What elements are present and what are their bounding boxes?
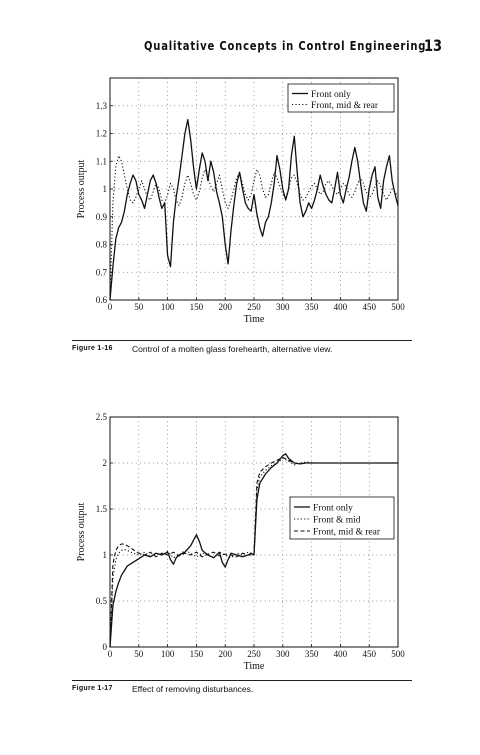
page-number: 13 bbox=[424, 38, 443, 56]
series-line-1 bbox=[110, 454, 398, 647]
x-tick-label: 50 bbox=[134, 302, 144, 312]
x-tick-label: 350 bbox=[304, 302, 319, 312]
legend-entry-3: Front, mid & rear bbox=[313, 527, 381, 538]
legend-entry-1: Front only bbox=[311, 90, 351, 100]
y-tick-label: 1.5 bbox=[95, 504, 107, 514]
x-tick-label: 450 bbox=[362, 302, 376, 312]
caption-rule bbox=[72, 680, 412, 681]
x-tick-label: 50 bbox=[134, 649, 144, 659]
y-tick-label: 1.1 bbox=[95, 156, 107, 167]
x-tick-label: 300 bbox=[276, 649, 290, 659]
legend-entry-2: Front, mid & rear bbox=[311, 101, 379, 111]
x-tick-label: 200 bbox=[218, 302, 232, 312]
figure-1-17 bbox=[0, 405, 480, 705]
x-tick-label: 250 bbox=[247, 649, 261, 659]
y-tick-label: 0.9 bbox=[95, 211, 107, 222]
x-tick-label: 150 bbox=[189, 649, 204, 659]
caption-label: Figure 1-16 bbox=[72, 345, 113, 352]
running-title: Qualitative Concepts in Control Engineering bbox=[144, 40, 427, 54]
caption-text: Effect of removing disturbances. bbox=[132, 684, 254, 694]
x-tick-label: 0 bbox=[107, 649, 113, 659]
chart-1-17 bbox=[0, 405, 480, 680]
x-tick-label: 150 bbox=[189, 302, 204, 312]
x-tick-label: 250 bbox=[247, 302, 261, 312]
figure-1-16 bbox=[0, 70, 480, 370]
x-tick-label: 500 bbox=[391, 302, 405, 312]
x-tick-label: 500 bbox=[391, 649, 405, 659]
legend-entry-2: Front & mid bbox=[313, 515, 361, 526]
y-tick-label: 1.3 bbox=[95, 100, 107, 111]
x-tick-label: 0 bbox=[107, 302, 113, 312]
y-tick-label: 2 bbox=[102, 458, 107, 468]
x-tick-label: 200 bbox=[218, 649, 232, 659]
x-tick-label: 300 bbox=[276, 302, 290, 312]
y-tick-label: 0.7 bbox=[95, 267, 107, 278]
y-tick-label: 1.2 bbox=[95, 128, 107, 139]
series-line-1 bbox=[110, 120, 398, 300]
x-axis-label: Time bbox=[243, 661, 265, 672]
x-tick-label: 100 bbox=[160, 302, 175, 312]
y-tick-label: 2.5 bbox=[95, 412, 107, 422]
caption-rule bbox=[72, 340, 412, 341]
x-tick-label: 400 bbox=[333, 302, 348, 312]
y-tick-label: 1 bbox=[102, 550, 107, 560]
y-axis-label: Process output bbox=[76, 502, 87, 562]
y-tick-label: 0.8 bbox=[95, 239, 107, 250]
y-tick-label: 0 bbox=[102, 642, 107, 652]
x-tick-label: 400 bbox=[333, 649, 348, 659]
y-tick-label: 1 bbox=[102, 184, 107, 194]
y-tick-label: 0.5 bbox=[95, 596, 107, 606]
chart-1-16 bbox=[0, 70, 480, 340]
x-tick-label: 450 bbox=[362, 649, 376, 659]
y-axis-label: Process output bbox=[76, 159, 87, 219]
x-axis-label: Time bbox=[243, 314, 265, 325]
caption-text: Control of a molten glass forehearth, alternative view. bbox=[132, 344, 333, 354]
x-tick-label: 350 bbox=[304, 649, 319, 659]
x-tick-label: 100 bbox=[160, 649, 175, 659]
running-head bbox=[0, 40, 480, 58]
legend-entry-1: Front only bbox=[313, 503, 353, 514]
y-tick-label: 0.6 bbox=[95, 295, 107, 305]
caption-label: Figure 1-17 bbox=[72, 685, 113, 692]
